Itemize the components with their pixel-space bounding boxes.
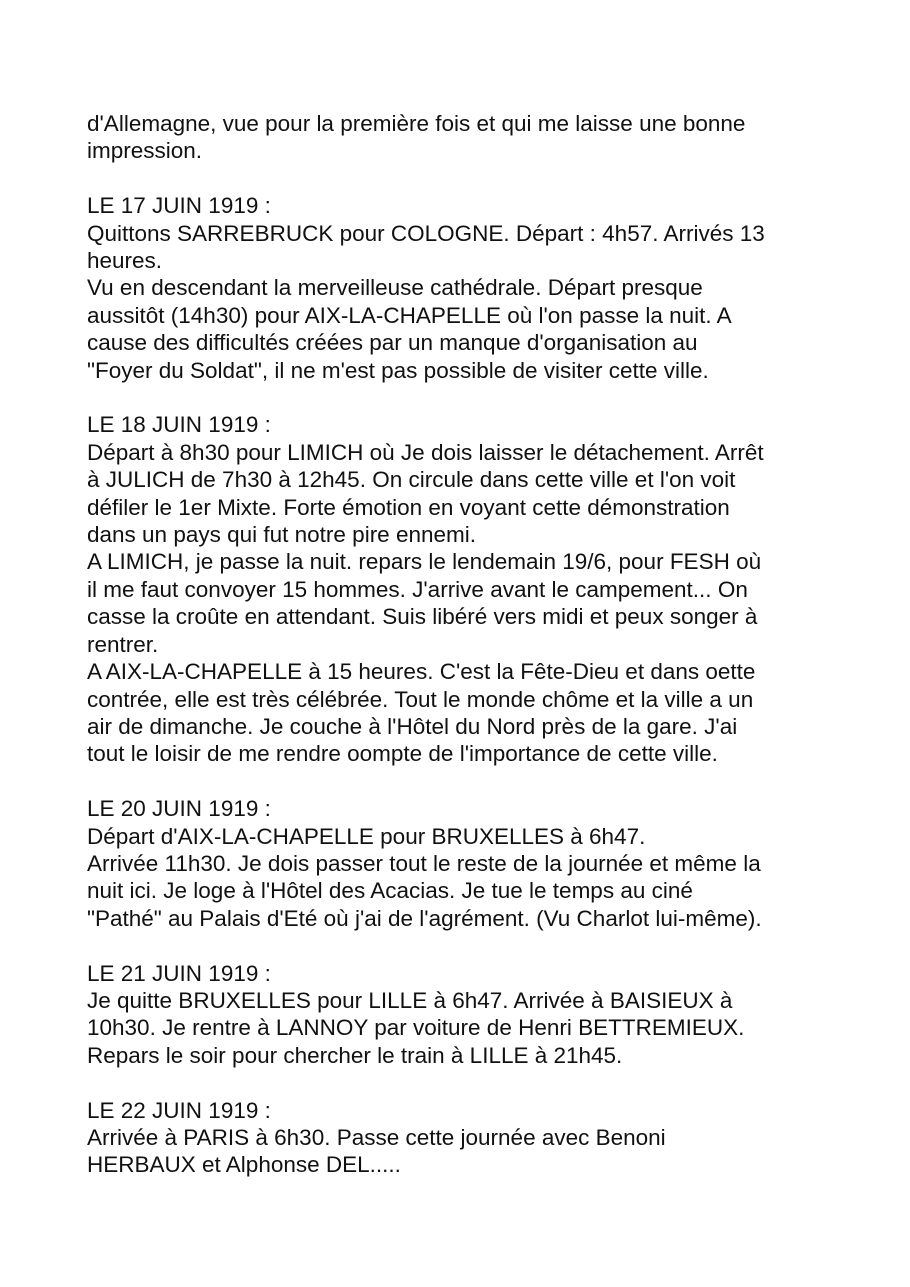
text-line: "Foyer du Soldat", il ne m'est pas possible de visiter cette ville. xyxy=(87,357,709,383)
text-line: heures. xyxy=(87,248,163,274)
text-line: il me faut convoyer 15 hommes. J'arrive avant le campement... On xyxy=(87,576,748,602)
text-line: nuit ici. Je loge à l'Hôtel des Acacias. Je tue le temps au ciné xyxy=(87,878,693,904)
text-line: Repars le soir pour chercher le train à LILLE à 21h45. xyxy=(87,1042,623,1068)
text-line: A AIX-LA-CHAPELLE à 15 heures. C'est la Fête-Dieu et dans oette xyxy=(87,659,756,685)
text-line: à JULICH de 7h30 à 12h45. On circule dans cette ville et l'on voit xyxy=(87,467,736,493)
text-line: Départ à 8h30 pour LIMICH où Je dois laisser le détachement. Arrêt xyxy=(87,439,764,465)
text-line: Je quitte BRUXELLES pour LILLE à 6h47. Arrivée à BAISIEUX à xyxy=(87,987,733,1013)
text-line: d'Allemagne, vue pour la première fois et qui me laisse une bonne xyxy=(87,111,746,136)
entry-date: LE 21 JUIN 1919 : xyxy=(87,960,271,986)
text-line: impression. xyxy=(87,138,203,164)
text-line: Arrivée à PARIS à 6h30. Passe cette journée avec Benoni xyxy=(87,1124,666,1150)
text-line: A LIMICH, je passe la nuit. repars le lendemain 19/6, pour FESH où xyxy=(87,549,762,575)
text-line: rentrer. xyxy=(87,631,159,657)
text-line: contrée, elle est très célébrée. Tout le monde chôme et la ville a un xyxy=(87,686,754,712)
entry-date: LE 22 JUIN 1919 : xyxy=(87,1097,271,1123)
text-line: 10h30. Je rentre à LANNOY par voiture de Henri BETTREMIEUX. xyxy=(87,1015,745,1041)
diary-entry-20-juin xyxy=(87,795,847,932)
entry-date: LE 17 JUIN 1919 : xyxy=(87,193,271,219)
text-line: Quittons SARREBRUCK pour COLOGNE. Départ : 4h57. Arrivés 13 xyxy=(87,220,765,246)
text-line: Vu en descendant la merveilleuse cathédrale. Départ presque xyxy=(87,275,703,301)
text-line: aussitôt (14h30) pour AIX-LA-CHAPELLE où l'on passe la nuit. A xyxy=(87,302,732,328)
text-line: dans un pays qui fut notre pire ennemi. xyxy=(87,522,476,548)
text-line: Départ d'AIX-LA-CHAPELLE pour BRUXELLES à 6h47. xyxy=(87,823,646,849)
diary-entry-21-juin xyxy=(87,960,847,1070)
document-page xyxy=(87,110,847,1206)
text-line: Arrivée 11h30. Je dois passer tout le reste de la journée et même la xyxy=(87,850,761,876)
diary-entry-22-juin xyxy=(87,1097,847,1179)
entry-date: LE 20 JUIN 1919 : xyxy=(87,796,271,822)
text-line: défiler le 1er Mixte. Forte émotion en voyant cette démonstration xyxy=(87,494,730,520)
text-line: air de dimanche. Je couche à l'Hôtel du Nord près de la gare. J'ai xyxy=(87,713,738,739)
diary-entry-17-juin xyxy=(87,192,847,384)
intro-paragraph xyxy=(87,110,847,165)
text-line: casse la croûte en attendant. Suis libéré vers midi et peux songer à xyxy=(87,604,758,630)
diary-entry-18-juin xyxy=(87,411,847,767)
text-line: "Pathé" au Palais d'Eté où j'ai de l'agrément. (Vu Charlot lui-même). xyxy=(87,905,762,931)
text-line: tout le loisir de me rendre oompte de l'importance de cette ville. xyxy=(87,741,718,767)
text-line: HERBAUX et Alphonse DEL..... xyxy=(87,1152,401,1178)
entry-date: LE 18 JUIN 1919 : xyxy=(87,412,271,438)
text-line: cause des difficultés créées par un manque d'organisation au xyxy=(87,330,698,356)
